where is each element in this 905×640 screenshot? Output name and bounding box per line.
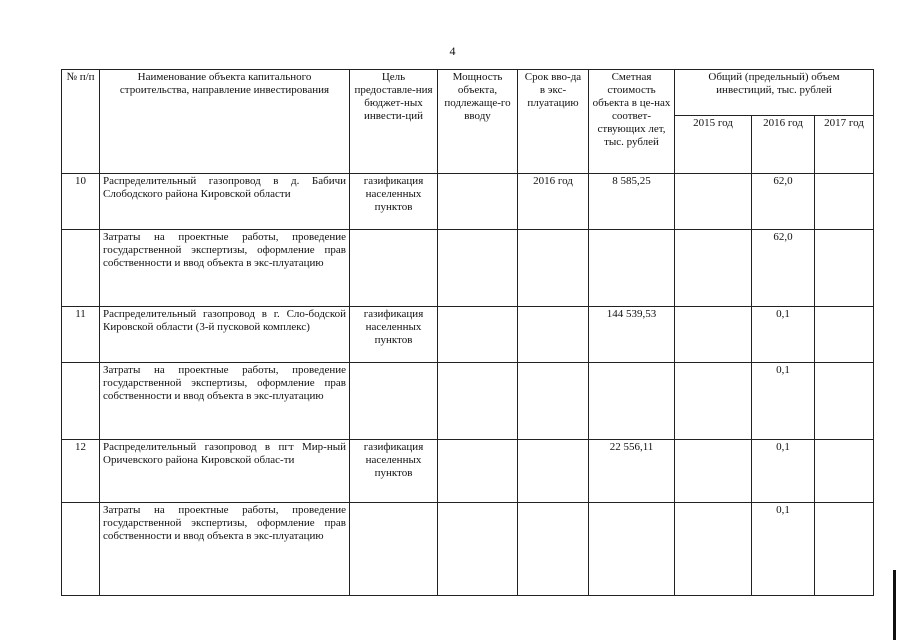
header-year-2017: 2017 год <box>815 116 874 174</box>
row-deadline <box>518 363 589 440</box>
header-deadline: Срок вво-да в экс-плуатацию <box>518 70 589 174</box>
row-number: 11 <box>62 307 100 363</box>
table-row <box>62 174 874 230</box>
row-goal <box>350 503 438 596</box>
row-year-2017 <box>815 230 874 307</box>
row-number <box>62 503 100 596</box>
row-number <box>62 363 100 440</box>
row-object-name: Распределительный газопровод в г. Сло-бодской Кировской области (3-й пусковой комплекс) <box>100 307 350 363</box>
row-year-2016: 0,1 <box>752 503 815 596</box>
row-year-2015 <box>675 174 752 230</box>
row-estimated-cost: 22 556,11 <box>589 440 675 503</box>
header-total-investment: Общий (предельный) объем инвестиций, тыс. рублей <box>675 70 874 116</box>
row-object-name: Распределительный газопровод в д. Бабичи Слободского района Кировской области <box>100 174 350 230</box>
row-estimated-cost: 8 585,25 <box>589 174 675 230</box>
header-year-2015: 2015 год <box>675 116 752 174</box>
row-year-2016: 62,0 <box>752 174 815 230</box>
row-year-2016: 0,1 <box>752 440 815 503</box>
table-row <box>62 307 874 363</box>
row-estimated-cost <box>589 363 675 440</box>
right-edge-rule <box>893 570 896 640</box>
row-year-2017 <box>815 363 874 440</box>
row-year-2015 <box>675 503 752 596</box>
row-deadline <box>518 440 589 503</box>
row-goal: газификация населенных пунктов <box>350 440 438 503</box>
row-number <box>62 230 100 307</box>
row-capacity <box>438 230 518 307</box>
row-deadline: 2016 год <box>518 174 589 230</box>
table-row <box>62 440 874 503</box>
header-number: № п/п <box>62 70 100 174</box>
header-object-name: Наименование объекта капитального строительства, направление инвестирования <box>100 70 350 174</box>
page-number: 4 <box>449 44 456 58</box>
investment-table <box>61 69 874 596</box>
row-year-2017 <box>815 440 874 503</box>
row-object-name: Затраты на проектные работы, проведение государственной экспертизы, оформление прав собственности и ввод объекта в экс-плуатацию <box>100 230 350 307</box>
header-capacity: Мощность объекта, подлежаще-го вводу <box>438 70 518 174</box>
header-estimated-cost: Сметная стоимость объекта в це-нах соответ-ствующих лет, тыс. рублей <box>589 70 675 174</box>
header-year-2016: 2016 год <box>752 116 815 174</box>
row-year-2015 <box>675 307 752 363</box>
row-year-2015 <box>675 230 752 307</box>
row-capacity <box>438 307 518 363</box>
row-object-name: Затраты на проектные работы, проведение государственной экспертизы, оформление прав собственности и ввод объекта в экс-плуатацию <box>100 363 350 440</box>
row-deadline <box>518 503 589 596</box>
row-year-2017 <box>815 307 874 363</box>
row-number: 10 <box>62 174 100 230</box>
row-year-2016: 0,1 <box>752 307 815 363</box>
row-estimated-cost <box>589 503 675 596</box>
row-year-2017 <box>815 174 874 230</box>
header-goal: Цель предоставле-ния бюджет-ных инвести-ций <box>350 70 438 174</box>
row-deadline <box>518 230 589 307</box>
row-goal: газификация населенных пунктов <box>350 307 438 363</box>
row-capacity <box>438 503 518 596</box>
row-deadline <box>518 307 589 363</box>
row-year-2015 <box>675 440 752 503</box>
row-year-2015 <box>675 363 752 440</box>
row-estimated-cost: 144 539,53 <box>589 307 675 363</box>
row-year-2016: 0,1 <box>752 363 815 440</box>
row-capacity <box>438 174 518 230</box>
row-capacity <box>438 363 518 440</box>
row-object-name: Затраты на проектные работы, проведение государственной экспертизы, оформление прав собственности и ввод объекта в экс-плуатацию <box>100 503 350 596</box>
row-goal: газификация населенных пунктов <box>350 174 438 230</box>
row-year-2017 <box>815 503 874 596</box>
row-year-2016: 62,0 <box>752 230 815 307</box>
row-goal <box>350 363 438 440</box>
row-object-name: Распределительный газопровод в пгт Мир-ный Оричевского района Кировской облас-ти <box>100 440 350 503</box>
row-goal <box>350 230 438 307</box>
row-number: 12 <box>62 440 100 503</box>
row-estimated-cost <box>589 230 675 307</box>
table-row <box>62 363 874 440</box>
table-row <box>62 230 874 307</box>
row-capacity <box>438 440 518 503</box>
table-row <box>62 503 874 596</box>
